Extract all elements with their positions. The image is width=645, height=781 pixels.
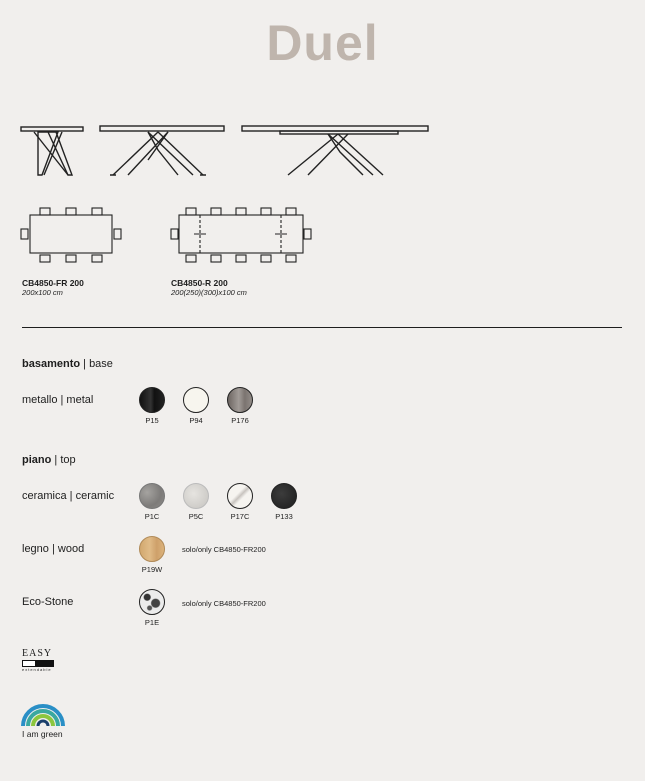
elevation-front-extended — [242, 126, 428, 175]
wood-availability-note: solo/only CB4850-FR200 — [182, 545, 266, 554]
row-label-wood: legno | wood — [22, 543, 85, 555]
plan-fr200 — [21, 208, 121, 262]
section-divider — [22, 327, 622, 328]
elevation-side-view — [21, 127, 83, 175]
plan-r200 — [171, 208, 311, 262]
swatch-code-p1c: P1C — [144, 512, 160, 521]
row-label-ecostone: Eco-Stone — [22, 596, 74, 608]
swatch-p17c[interactable] — [227, 483, 253, 509]
row-label-metal: metallo | metal — [22, 394, 94, 406]
swatch-p1e[interactable] — [139, 589, 165, 615]
swatch-code-p5c: P5C — [188, 512, 204, 521]
row-label-ceramic: ceramica | ceramic — [22, 490, 115, 502]
swatch-code-p15: P15 — [145, 416, 159, 425]
swatch-code-p176: P176 — [231, 416, 249, 425]
swatch-code-p133: P133 — [275, 512, 293, 521]
model-code-r200: CB4850-R 200 — [171, 278, 228, 288]
swatch-p19w[interactable] — [139, 536, 165, 562]
i-am-green-rainbow-icon — [21, 703, 65, 727]
swatch-p176[interactable] — [227, 387, 253, 413]
model-dims-r200: 200(250)(300)x100 cm — [171, 288, 247, 297]
section-heading-top: piano | top — [22, 454, 76, 466]
swatch-p94[interactable] — [183, 387, 209, 413]
elevation-front-closed — [100, 126, 224, 175]
i-am-green-label: I am green — [22, 729, 63, 739]
model-code-fr200: CB4850-FR 200 — [22, 278, 84, 288]
swatch-p5c[interactable] — [183, 483, 209, 509]
table-elevation-drawings — [18, 120, 438, 182]
swatch-code-p1e: P1E — [144, 618, 160, 627]
swatch-code-p19w: P19W — [141, 565, 163, 574]
page-title: Duel — [266, 15, 379, 71]
section-heading-base: basamento | base — [22, 358, 113, 370]
easy-extendable-logo: EASY extendable — [22, 648, 53, 672]
swatch-p133[interactable] — [271, 483, 297, 509]
swatch-p15[interactable] — [139, 387, 165, 413]
swatch-code-p17c: P17C — [230, 512, 250, 521]
table-plan-drawings — [18, 205, 318, 267]
swatch-code-p94: P94 — [189, 416, 203, 425]
model-dims-fr200: 200x100 cm — [22, 288, 63, 297]
ecostone-availability-note: solo/only CB4850-FR200 — [182, 599, 266, 608]
swatch-p1c[interactable] — [139, 483, 165, 509]
